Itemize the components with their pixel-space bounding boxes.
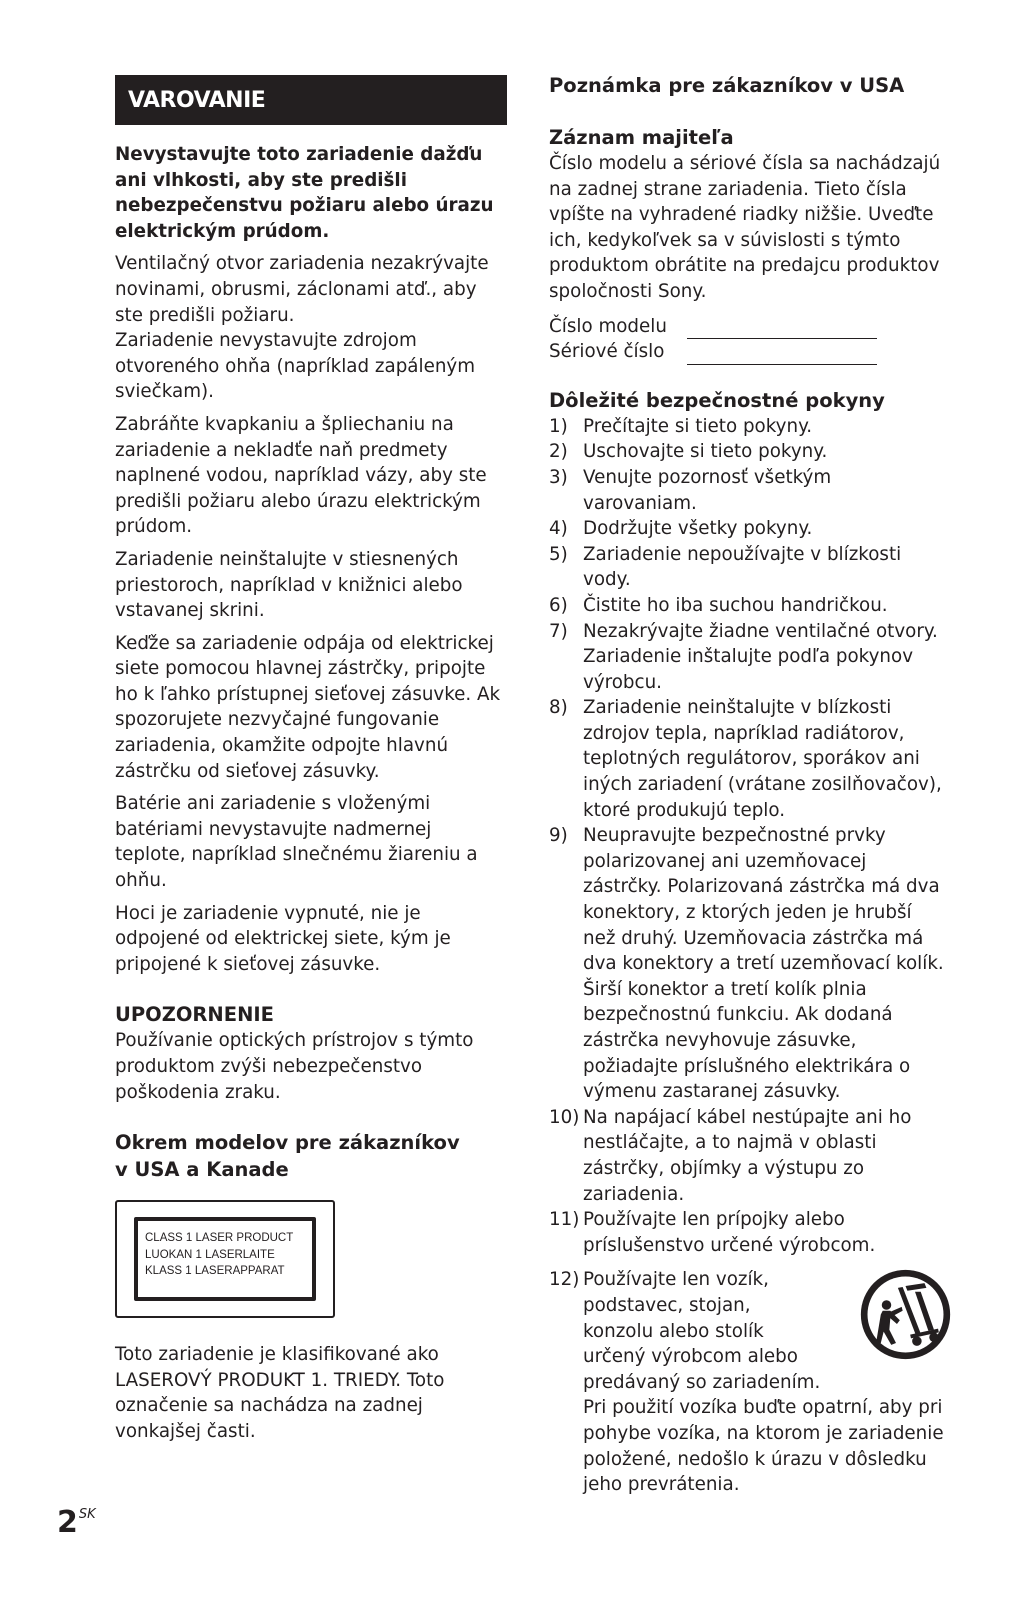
instruction-text: Používajte len prípojky alebo príslušenstvo určené výrobcom. <box>583 1209 876 1256</box>
instruction-item <box>549 414 949 440</box>
instruction-number: 2) <box>549 441 568 463</box>
owner-record-text: Číslo modelu a sériové čísla sa nachádzajú na zadnej strane zariadenia. Tieto čísla vpíšte na vyhradené riadky nižšie. Uveďte ich, kedykoľvek sa v súvislosti s týmto produktom obrátite na predajcu produktov spoločnosti Sony. <box>549 153 941 302</box>
warning-title: VAROVANIE <box>115 75 507 125</box>
model-number-row <box>549 314 949 340</box>
instruction-text: Na napájací kábel nestúpajte ani ho nestláčajte, a to najmä v oblasti zástrčky, objímky a výstupu zo zariadenia. <box>583 1106 912 1205</box>
instruction-item <box>549 619 949 696</box>
instruction-text: Neupravujte bezpečnostné prvky polarizovanej ani uzemňovacej zástrčky. Polarizovaná zástrčka má dva konektory, z ktorých jeden je hrubší než druhý. Uzemňovacia zástrčka má dva konektory a tretí uzemňovací kolík. Širší konektor a tretí kolík plnia bezpečnostnú funkciu. Ak dodaná zástrčka nevyhovuje zásuvke, požiadajte príslušného elektrikára o výmenu zastaranej zásuvky. <box>583 825 944 1103</box>
owner-record-title: Záznam majiteľa <box>549 126 734 149</box>
instruction-number: 3) <box>549 466 568 488</box>
laser-label-box <box>115 1200 335 1318</box>
instruction-text: Zariadenie nepoužívajte v blízkosti vody. <box>583 543 902 591</box>
serial-number-row <box>549 339 949 365</box>
serial-number-label: Sériové číslo <box>549 341 665 363</box>
left-column <box>115 75 507 1445</box>
instruction-number: 6) <box>549 594 568 616</box>
model-number-label: Číslo modelu <box>549 315 667 337</box>
instruction-item <box>549 593 949 619</box>
instruction-item <box>549 516 949 542</box>
safety-instructions-list <box>549 414 949 1259</box>
instruction-item <box>549 1207 949 1258</box>
instruction-item <box>549 1105 949 1207</box>
serial-number-line <box>687 346 877 365</box>
model-number-line <box>687 320 877 339</box>
paragraph-ventilation: Ventilačný otvor zariadenia nezakrývajte novinami, obrusmi, záclonami atď., aby ste predišli požiaru. Zariadenie nevystavujte zdrojom otvoreného ohňa (napríklad zapáleným sviečkam). <box>115 253 489 403</box>
instruction-number: 10) <box>549 1106 580 1128</box>
instruction-text: Uschovajte si tieto pokyny. <box>583 441 828 463</box>
instruction-number: 5) <box>549 543 568 565</box>
instruction-number: 11) <box>549 1209 580 1231</box>
instruction-item <box>549 542 949 593</box>
page-number <box>57 1505 96 1540</box>
caution-text: Používanie optických prístrojov s týmto produktom zvýši nebezpečenstvo poškodenia zraku. <box>115 1030 474 1103</box>
laser-text: Toto zariadenie je klasifikované ako LASEROVÝ PRODUKT 1. TRIEDY. Toto označenie sa nachádza na zadnej vonkajšej časti. <box>115 1344 445 1442</box>
cart-tip-over-warning-icon <box>858 1267 953 1362</box>
instruction-text: Čistite ho iba suchou handričkou. <box>583 594 888 616</box>
instruction-number: 12) <box>549 1269 580 1291</box>
right-column <box>549 72 949 1498</box>
instruction-item <box>549 465 949 516</box>
laser-label-line: CLASS 1 LASER PRODUCT <box>145 1232 294 1245</box>
instruction-text: Zariadenie neinštalujte v blízkosti zdrojov tepla, napríklad radiátorov, teplotných regulátorov, sporákov ani iných zariadení (vrátane zosilňovačov), ktoré produkujú teplo. <box>583 697 942 821</box>
warning-lead: Nevystavujte toto zariadenie dažďu ani vlhkosti, aby ste predišli nebezpečenstvu požiaru alebo úrazu elektrickým prúdom. <box>115 144 494 242</box>
instruction-text: Nezakrývajte žiadne ventilačné otvory. Zariadenie inštalujte podľa pokynov výrobcu. <box>583 620 938 693</box>
record-fields <box>549 314 949 365</box>
paragraph-splashing: Zabráňte kvapkaniu a špliechaniu na zariadenie a nekladťe naň predmety naplnené vodou, napríklad vázy, aby ste predišli požiaru alebo úrazu elektrickým prúdom. <box>115 413 487 538</box>
caution-title: UPOZORNENIE <box>115 1003 274 1027</box>
instruction-12-text-b: Pri použití vozíka buďte opatrní, aby pri pohybe vozíka, na ktorom je zariadenie položené, nedošlo k úrazu v dôsledku jeho prevrátenia. <box>583 1397 944 1496</box>
usa-title: Poznámka pre zákazníkov v USA <box>549 74 905 97</box>
page-language-suffix: SK <box>78 1507 96 1522</box>
paragraph-batteries: Batérie ani zariadenie s vloženými batériami nevystavujte nadmernej teplote, napríklad slnečnému žiareniu a ohňu. <box>115 793 478 892</box>
instruction-number: 7) <box>549 620 568 642</box>
instruction-text: Venujte pozornosť všetkým varovaniam. <box>583 466 832 514</box>
safety-title: Dôležité bezpečnostné pokyny <box>549 388 885 412</box>
instruction-item <box>549 695 949 823</box>
paragraph-installation: Zariadenie neinštalujte v stiesnených priestoroch, napríklad v knižnici alebo vstavanej skrini. <box>115 548 463 622</box>
instruction-item <box>549 439 949 465</box>
instruction-12-text-a: Používajte len vozík, podstavec, stojan, konzolu alebo stolík určený výrobcom alebo predávaný so zariadením. <box>583 1269 821 1393</box>
instruction-text: Prečítajte si tieto pokyny. <box>583 415 813 437</box>
page-number-value: 2 <box>57 1505 78 1540</box>
paragraph-mains-plug: Keďže sa zariadenie odpája od elektrickej siete pomocou hlavnej zástrčky, pripojte ho k ľahko prístupnej sieťovej zásuvke. Ak spozorujete nezvyčajné fungovanie zariadenia, okamžite odpojte hlavnú zástrčku od sieťovej zásuvky. <box>115 632 501 782</box>
instruction-number: 4) <box>549 518 568 540</box>
laser-label-line: KLASS 1 LASERAPPARAT <box>145 1265 285 1278</box>
laser-label-line: LUOKAN 1 LASERLAITE <box>145 1248 275 1261</box>
instruction-text: Dodržujte všetky pokyny. <box>583 518 813 540</box>
instruction-12 <box>549 1267 949 1497</box>
laser-label-inner <box>134 1217 316 1301</box>
instruction-number: 8) <box>549 697 568 719</box>
instruction-number: 1) <box>549 415 568 437</box>
paragraph-power-off: Hoci je zariadenie vypnuté, nie je odpojené od elektrickej siete, kým je pripojené k sieťovej zásuvke. <box>115 902 451 975</box>
instruction-number: 9) <box>549 825 568 847</box>
except-title: Okrem modelov pre zákazníkov v USA a Kanade <box>115 1131 460 1182</box>
instruction-item <box>549 823 949 1105</box>
